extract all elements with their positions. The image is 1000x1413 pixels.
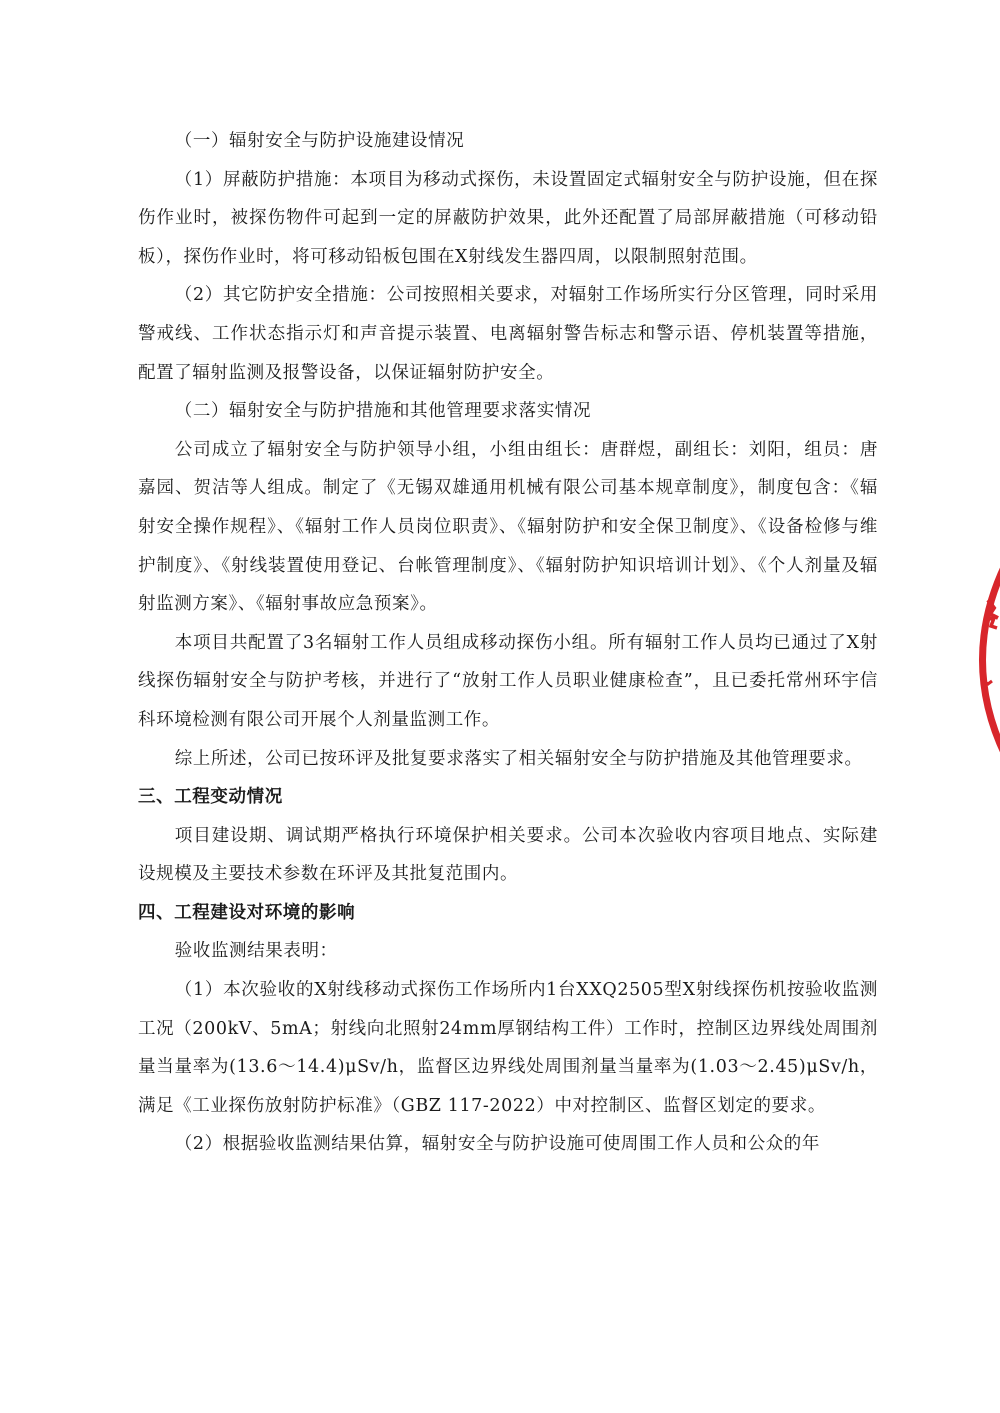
paragraph-results-intro: 验收监测结果表明： <box>174 941 338 962</box>
paragraph-other-measures: （2）其它防护安全措施：公司按照相关要求，对辐射工作场所实行分区管理，同时采用警戒线、工作状态指示灯和声音提示装置、电离辐射警告标志和警示语、停机装置等措施，配置了辐射监测及报警设备，以保证辐射防护安全。 <box>138 285 878 383</box>
seal-outer-arc <box>983 565 1000 755</box>
paragraph-staff: 本项目共配置了3名辐射工作人员组成移动探伤小组。所有辐射工作人员均已通过了X射线探伤辐射安全与防护考核，并进行了“放射工作人员职业健康检查”，且已委托常州环宇信科环境检测有限公司开展个人剂量监测工作。 <box>138 632 878 730</box>
body-text <box>138 122 878 1164</box>
paragraph-changes: 项目建设期、调试期严格执行环境保护相关要求。公司本次验收内容项目地点、实际建设规模及主要技术参数在环评及其批复范围内。 <box>138 825 878 885</box>
paragraph-result-1: （1）本次验收的X射线移动式探伤工作场所内1台XXQ2505型X射线探伤机按验收监测工况（200kV、5mA；射线向北照射24mm厚钢结构工件）工作时，控制区边界线处周围剂量当量率为(13.6～14.4)μSv/h，监督区边界线处周围剂量当量率为(1.03～2.45)μSv/h，满足《工业探伤放射防护标准》（GBZ 117-2022）中对控制区、监督区划定的要求。 <box>138 980 878 1116</box>
section-heading-changes: 三、工程变动情况 <box>138 787 283 808</box>
paragraph-summary: 综上所述，公司已按环评及批复要求落实了相关辐射安全与防护措施及其他管理要求。 <box>174 748 863 769</box>
paragraph-subheading-1: （一）辐射安全与防护设施建设情况 <box>174 131 465 151</box>
paragraph-subheading-2: （二）辐射安全与防护措施和其他管理要求落实情况 <box>174 401 592 422</box>
red-seal-fragment <box>960 560 1000 760</box>
paragraph-shielding: （1）屏蔽防护措施：本项目为移动式探伤，未设置固定式辐射安全与防护设施，但在探伤作业时，被探伤物件可起到一定的屏蔽防护效果，此外还配置了局部屏蔽措施（可移动铅板），探伤作业时，将可移动铅板包围在X射线发生器四周，以限制照射范围。 <box>138 169 878 267</box>
paragraph-result-2: （2）根据验收监测结果估算，辐射安全与防护设施可使周围工作人员和公众的年 <box>174 1134 820 1155</box>
paragraph-management: 公司成立了辐射安全与防护领导小组，小组由组长：唐群煜，副组长：刘阳，组员：唐嘉园、贺洁等人组成。制定了《无锡双雄通用机械有限公司基本规章制度》，制度包含：《辐射安全操作规程》、《辐射工作人员岗位职责》、《辐射防护和安全保卫制度》、《设备检修与维护制度》、《射线装置使用登记、台帐管理制度》、《辐射防护知识培训计划》、《个人剂量及辐射监测方案》、《辐射事故应急预案》。 <box>138 439 878 615</box>
section-heading-impact: 四、工程建设对环境的影响 <box>138 902 356 923</box>
